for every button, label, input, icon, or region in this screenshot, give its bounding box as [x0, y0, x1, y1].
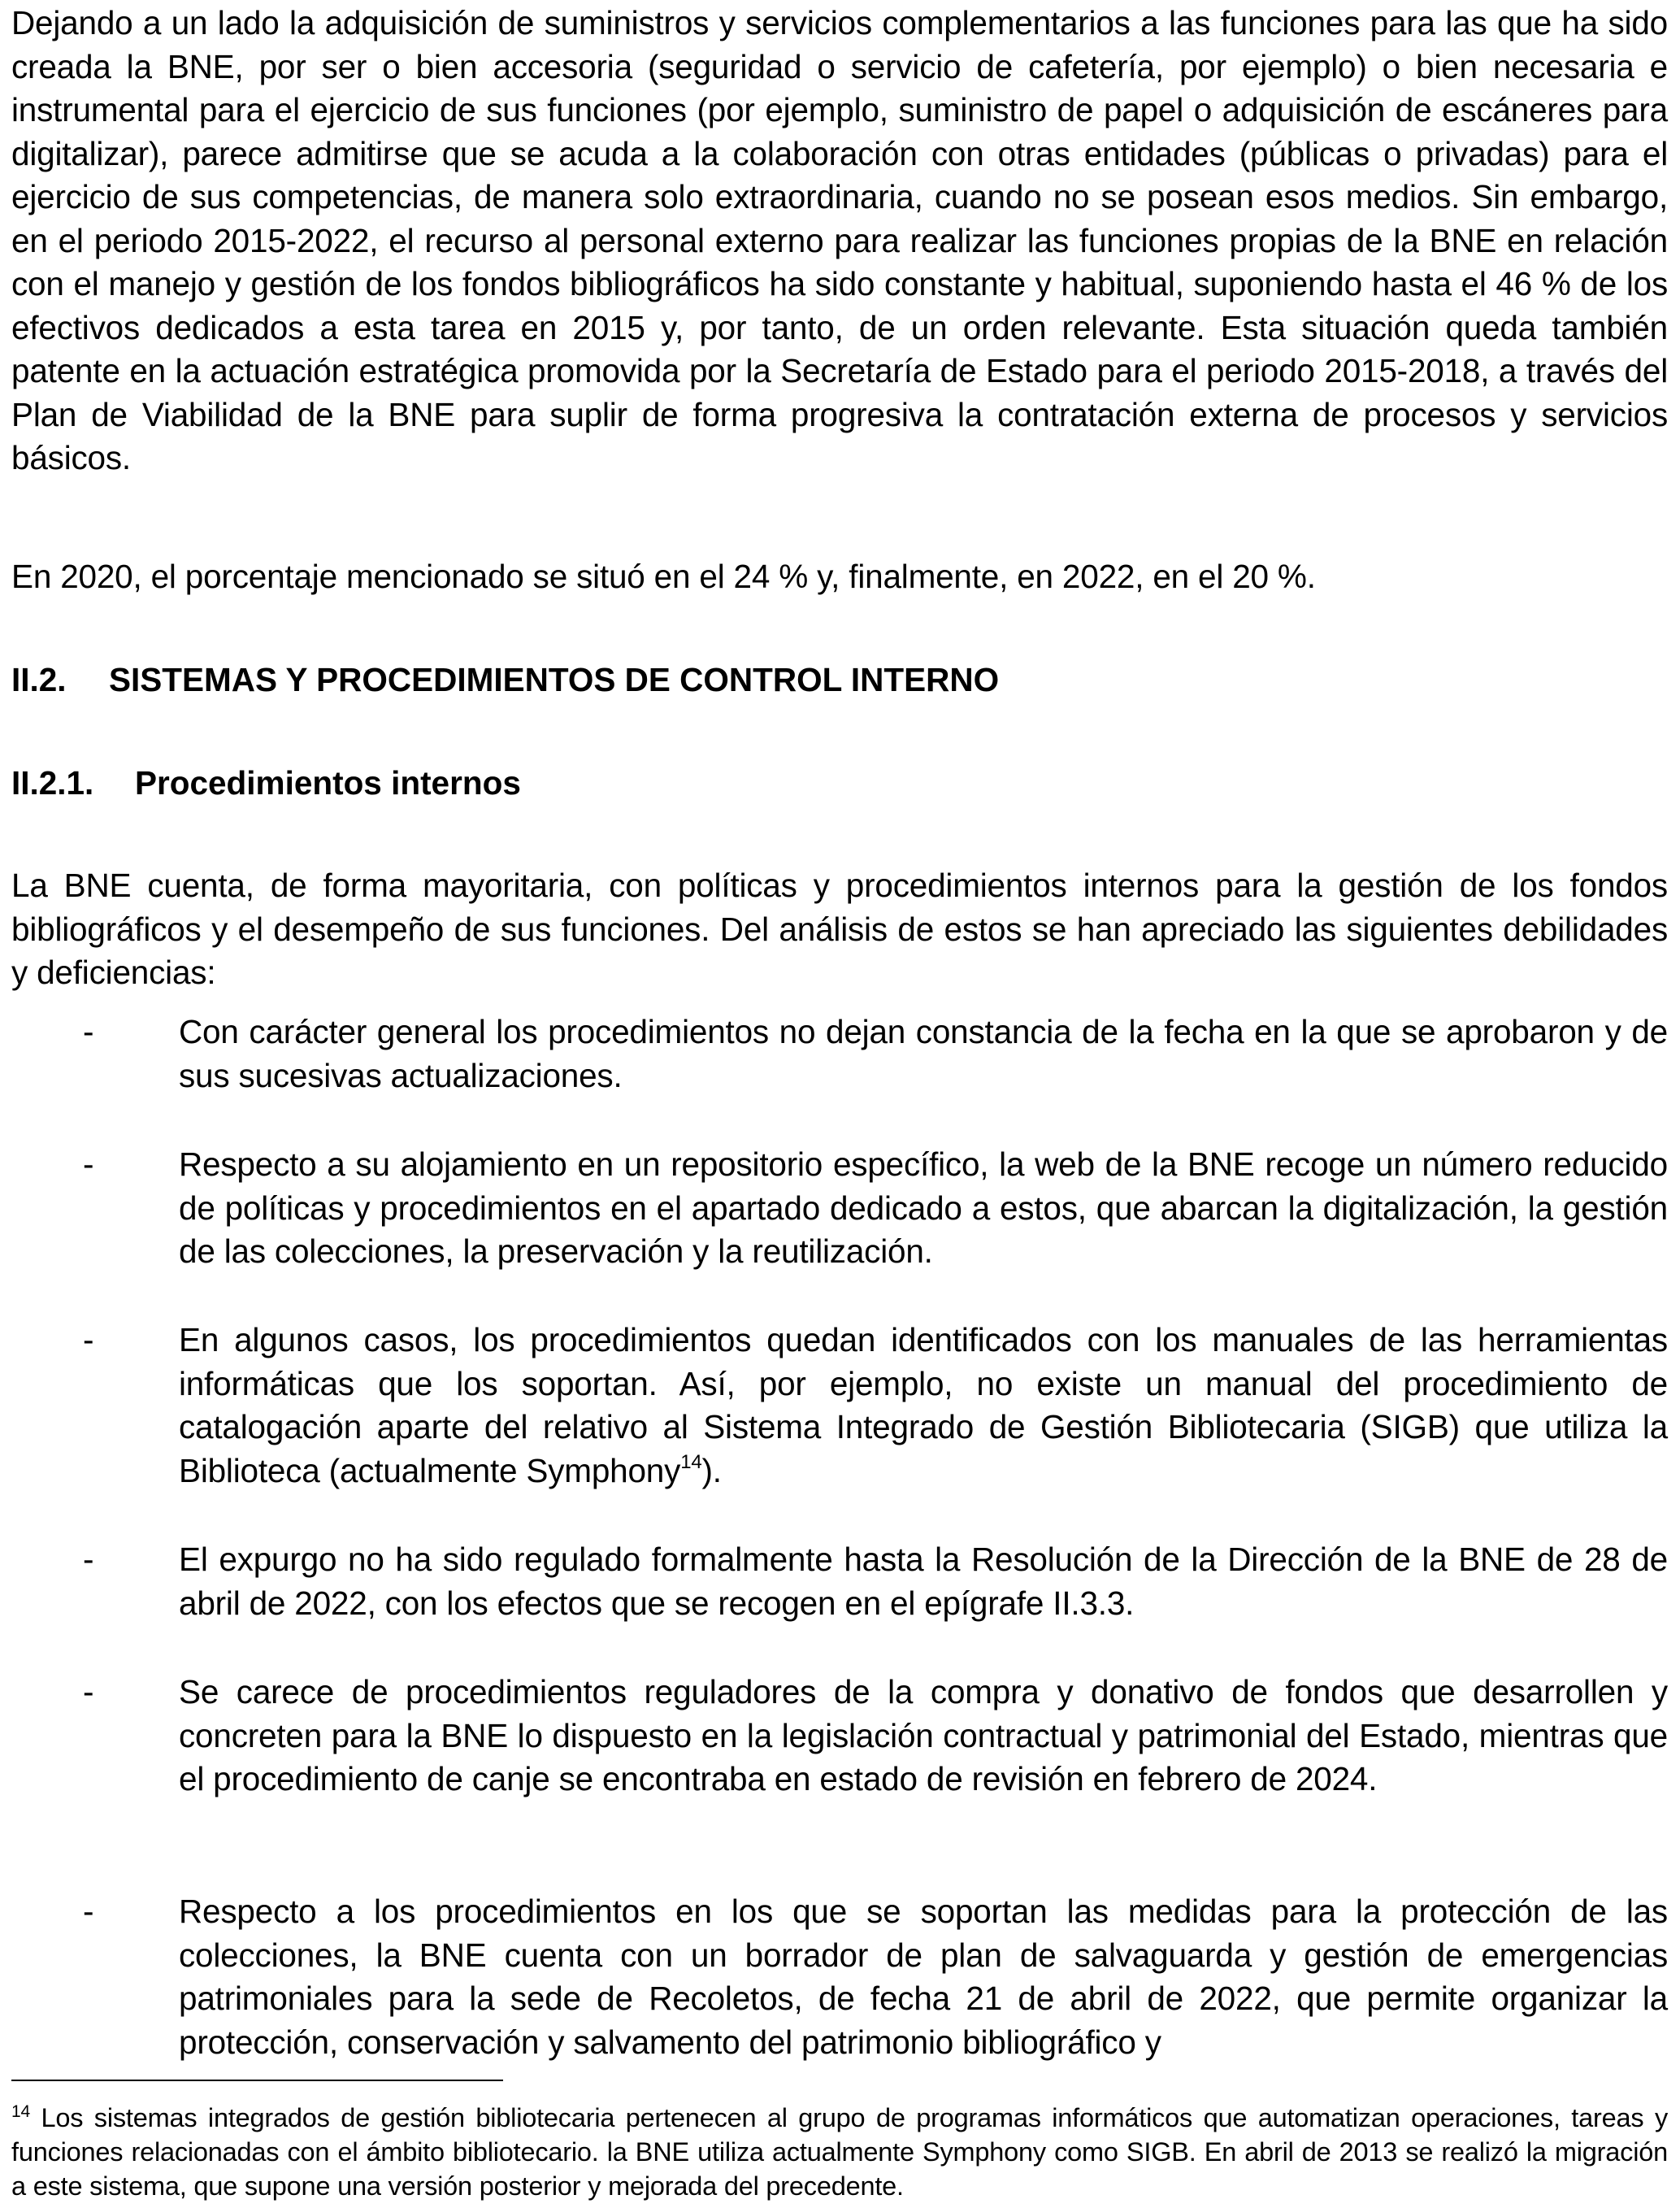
bullet-dash: -: [83, 1321, 94, 1358]
list-item-text-before-ref: En algunos casos, los procedimientos quedan identificados con los manuales de las herramientas informáticas que los soportan. Así, por ejemplo, no existe un manual del procedimiento de catalogación aparte del relativo al Sistema Integrado de Gestión Bibliotecaria (SIGB) que utiliza la Biblioteca (actualmente Symphony: [179, 1321, 1668, 1489]
footnote-separator: [11, 2080, 503, 2081]
subsection-number: II.2.1.: [11, 764, 94, 802]
footnote-reference-link[interactable]: 14: [680, 1451, 702, 1473]
list-item-text: Respecto a los procedimientos en los que se soportan las medidas para la protección de las colecciones, la BNE cuenta con un borrador de plan de salvaguarda y gestión de emergencias patrimoniales para la sede de Recoletos, de fecha 21 de abril de 2022, que permite organizar la protección, conservación y salvamento del patrimonio bibliográfico y: [179, 1893, 1668, 2061]
bullet-dash: -: [83, 1013, 94, 1050]
section-title: SISTEMAS Y PROCEDIMIENTOS DE CONTROL INTERNO: [109, 661, 1000, 698]
list-item-text: Se carece de procedimientos reguladores de la compra y donativo de fondos que desarrollen y concreten para la BNE lo dispuesto en la legislación contractual y patrimonial del Estado, mientras que el procedimiento de canje se encontraba en estado de revisión en febrero de 2024.: [179, 1673, 1668, 1797]
subsection-intro-paragraph: La BNE cuenta, de forma mayoritaria, con políticas y procedimientos internos para la gestión de los fondos bibliográficos y el desempeño de sus funciones. Del análisis de estos se han apreciado las siguientes debilidades y deficiencias:: [11, 867, 1668, 991]
footnote-text: Los sistemas integrados de gestión bibliotecaria pertenecen al grupo de programas informáticos que automatizan operaciones, tareas y funciones relacionadas con el ámbito bibliotecario. la BNE utiliza actualmente Symphony como SIGB. En abril de 2013 se realizó la migración a este sistema, que supone una versión posterior y mejorada del precedente.: [11, 2103, 1668, 2201]
list-item-text: Respecto a su alojamiento en un repositorio específico, la web de la BNE recoge un número reducido de políticas y procedimientos en el apartado dedicado a estos, que abarcan la digitalización, la gestión de las colecciones, la preservación y la reutilización.: [179, 1145, 1668, 1270]
list-item-text: Con carácter general los procedimientos no dejan constancia de la fecha en la que se aprobaron y de sus sucesivas actualizaciones.: [179, 1013, 1668, 1094]
section-number: II.2.: [11, 661, 67, 698]
bullet-dash: -: [83, 1541, 94, 1578]
footnote: [11, 2101, 1668, 2203]
bullet-dash: -: [83, 1673, 94, 1710]
footnote-number: 14: [11, 2102, 30, 2122]
list-item-text: El expurgo no ha sido regulado formalmente hasta la Resolución de la Dirección de la BNE de 28 de abril de 2022, con los efectos que se recogen en el epígrafe II.3.3.: [179, 1541, 1668, 1622]
subsection-heading: [11, 762, 521, 806]
subsection-title: Procedimientos internos: [135, 764, 521, 802]
bullet-dash: -: [83, 1145, 94, 1183]
percentage-paragraph: En 2020, el porcentaje mencionado se situó en el 24 % y, finalmente, en 2022, en el 20 %.: [11, 558, 1316, 595]
bullet-dash: -: [83, 1893, 94, 1930]
list-item-text-after-ref: ).: [701, 1451, 722, 1489]
list-item-text: [179, 1319, 1668, 1493]
section-heading: [11, 658, 999, 702]
intro-paragraph: Dejando a un lado la adquisición de suministros y servicios complementarios a las funciones para las que ha sido creada la BNE, por ser o bien accesoria (seguridad o servicio de cafetería, por ejemplo) o bien necesaria e instrumental para el ejercicio de sus funciones (por ejemplo, suministro de papel o adquisición de escáneres para digitalizar), parece admitirse que se acuda a la colaboración con otras entidades (públicas o privadas) para el ejercicio de sus competencias, de manera solo extraordinaria, cuando no se posean esos medios. Sin embargo, en el periodo 2015-2022, el recurso al personal externo para realizar las funciones propias de la BNE en relación con el manejo y gestión de los fondos bibliográficos ha sido constante y habitual, suponiendo hasta el 46 % de los efectivos dedicados a esta tarea en 2015 y, por tanto, de un orden relevante. Esta situación queda también patente en la actuación estratégica promovida por la Secretaría de Estado para el periodo 2015-2018, a través del Plan de Viabilidad de la BNE para suplir de forma progresiva la contratación externa de procesos y servicios básicos.: [11, 4, 1668, 476]
